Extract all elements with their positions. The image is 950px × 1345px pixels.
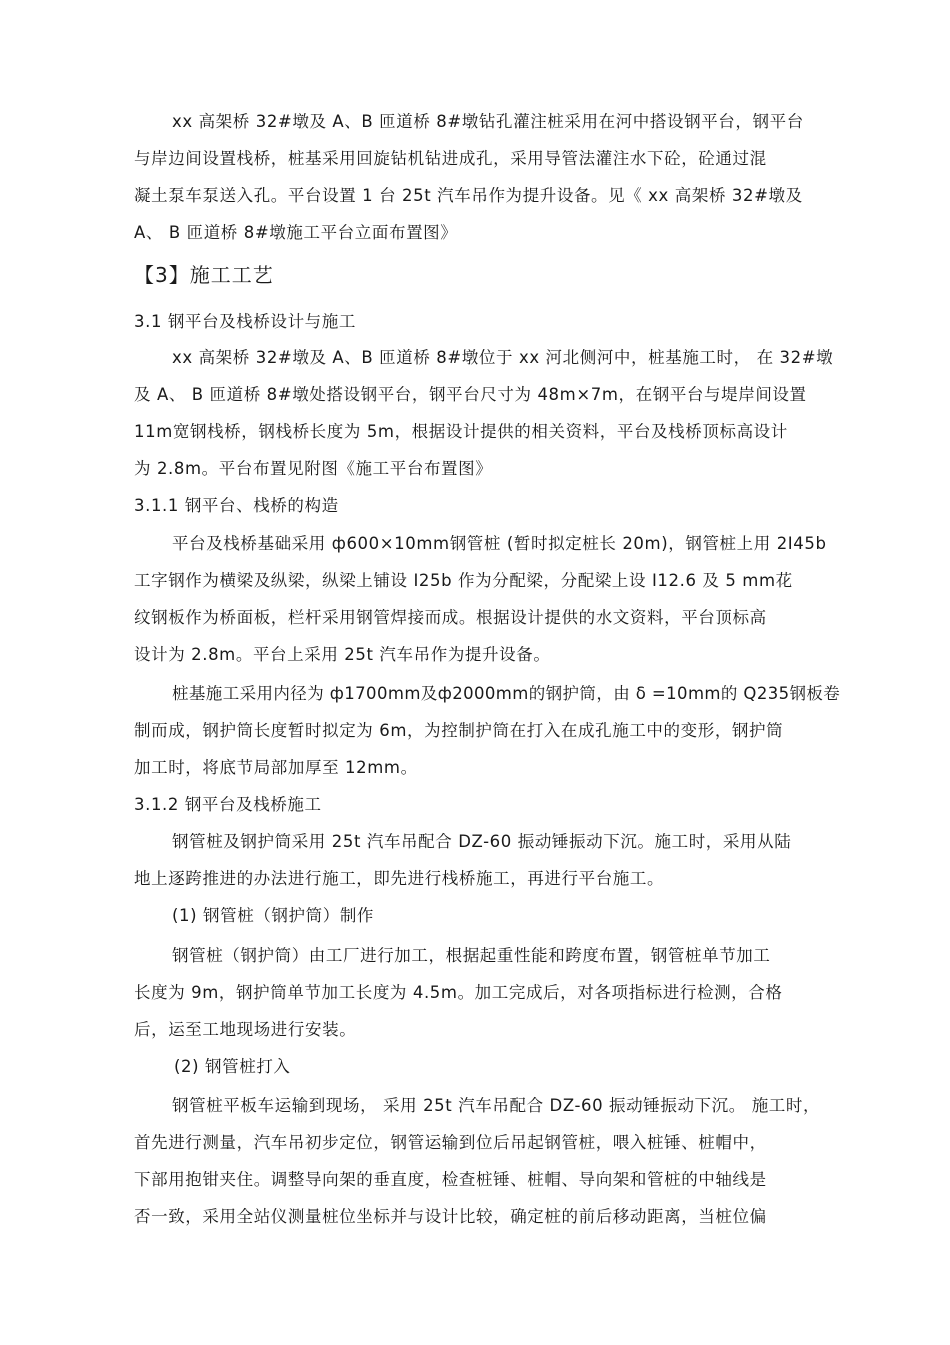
item-1-line-2: 长度为 9m，钢护筒单节加工长度为 4.5m。加工完成后，对各项指标进行检测，合格 [134, 983, 783, 1002]
item-2-line-4: 否一致，采用全站仪测量桩位坐标并与设计比较，确定桩的前后移动距离，当桩位偏 [134, 1207, 767, 1226]
item-2-line-3: 下部用抱钳夹住。调整导向架的垂直度，检查桩锤、桩帽、导向架和管桩的中轴线是 [134, 1170, 767, 1189]
section-3-1-2-line-2: 地上逐跨推进的办法进行施工，即先进行栈桥施工，再进行平台施工。 [134, 869, 665, 888]
intro-line-2: 与岸边间设置栈桥，桩基采用回旋钻机钻进成孔，采用导管法灌注水下砼，砼通过混 [134, 149, 767, 168]
intro-line-3: 凝土泵车泵送入孔。平台设置 1 台 25t 汽车吊作为提升设备。见《 xx 高架桥 32#墩及 [134, 186, 803, 205]
item-2-line-1: 钢管桩平板车运输到现场， 采用 25t 汽车吊配合 DZ-60 振动锤振动下沉。 施工时， [172, 1096, 821, 1115]
section-3-1-line-2: 及 A、 B 匝道桥 8#墩处搭设钢平台，钢平台尺寸为 48m×7m，在钢平台与堤岸间设置 [134, 385, 807, 404]
section-3-1-1-p2-line-1: 桩基施工采用内径为 ф1700mm及ф2000mm的钢护筒，由 δ =10mm的 Q235钢板卷 [172, 684, 841, 703]
section-3-1-line-1: xx 高架桥 32#墩及 A、B 匝道桥 8#墩位于 xx 河北侧河中，桩基施工时， 在 32#墩 [172, 348, 834, 367]
section-3-1-line-3: 11m宽钢栈桥，钢栈桥长度为 5m，根据设计提供的相关资料，平台及栈桥顶标高设计 [134, 422, 788, 441]
item-1-line-1: 钢管桩（钢护筒）由工厂进行加工，根据起重性能和跨度布置，钢管桩单节加工 [172, 946, 771, 965]
section-3-1-1-p1-line-2: 工字钢作为横梁及纵梁，纵梁上铺设 I25b 作为分配梁，分配梁上设 I12.6 及 5 mm花 [134, 571, 793, 590]
item-2-heading: (2) 钢管桩打入 [174, 1057, 291, 1076]
section-3-1-1-p2-line-2: 制而成，钢护筒长度暂时拟定为 6m，为控制护筒在打入在成孔施工中的变形，钢护筒 [134, 721, 784, 740]
section-3-1-1-p2-line-3: 加工时，将底节局部加厚至 12mm。 [134, 758, 418, 777]
section-3-heading: 【3】施工工艺 [134, 263, 274, 287]
section-3-1-line-4: 为 2.8m。平台布置见附图《施工平台布置图》 [134, 459, 493, 478]
section-3-1-1-p1-line-1: 平台及栈桥基础采用 ф600×10mm钢管桩 (暂时拟定桩长 20m)，钢管桩上用 2I45b [172, 534, 827, 553]
section-3-1-1-p1-line-3: 纹钢板作为桥面板，栏杆采用钢管焊接而成。根据设计提供的水文资料，平台顶标高 [134, 608, 767, 627]
item-1-line-3: 后，运至工地现场进行安装。 [134, 1020, 357, 1039]
section-3-1-2-heading: 3.1.2 钢平台及栈桥施工 [134, 795, 322, 814]
section-3-1-heading: 3.1 钢平台及栈桥设计与施工 [134, 312, 356, 331]
item-1-heading: (1) 钢管桩（钢护筒）制作 [172, 906, 375, 925]
item-2-line-2: 首先进行测量，汽车吊初步定位，钢管运输到位后吊起钢管桩，喂入桩锤、桩帽中， [134, 1133, 767, 1152]
section-3-1-2-line-1: 钢管桩及钢护筒采用 25t 汽车吊配合 DZ-60 振动锤振动下沉。施工时，采用从陆 [172, 832, 792, 851]
intro-line-1: xx 高架桥 32#墩及 A、B 匝道桥 8#墩钻孔灌注桩采用在河中搭设钢平台，钢平台 [172, 112, 804, 131]
section-3-1-1-heading: 3.1.1 钢平台、栈桥的构造 [134, 496, 339, 515]
intro-line-4: A、 B 匝道桥 8#墩施工平台立面布置图》 [134, 223, 458, 242]
section-3-1-1-p1-line-4: 设计为 2.8m。平台上采用 25t 汽车吊作为提升设备。 [134, 645, 551, 664]
